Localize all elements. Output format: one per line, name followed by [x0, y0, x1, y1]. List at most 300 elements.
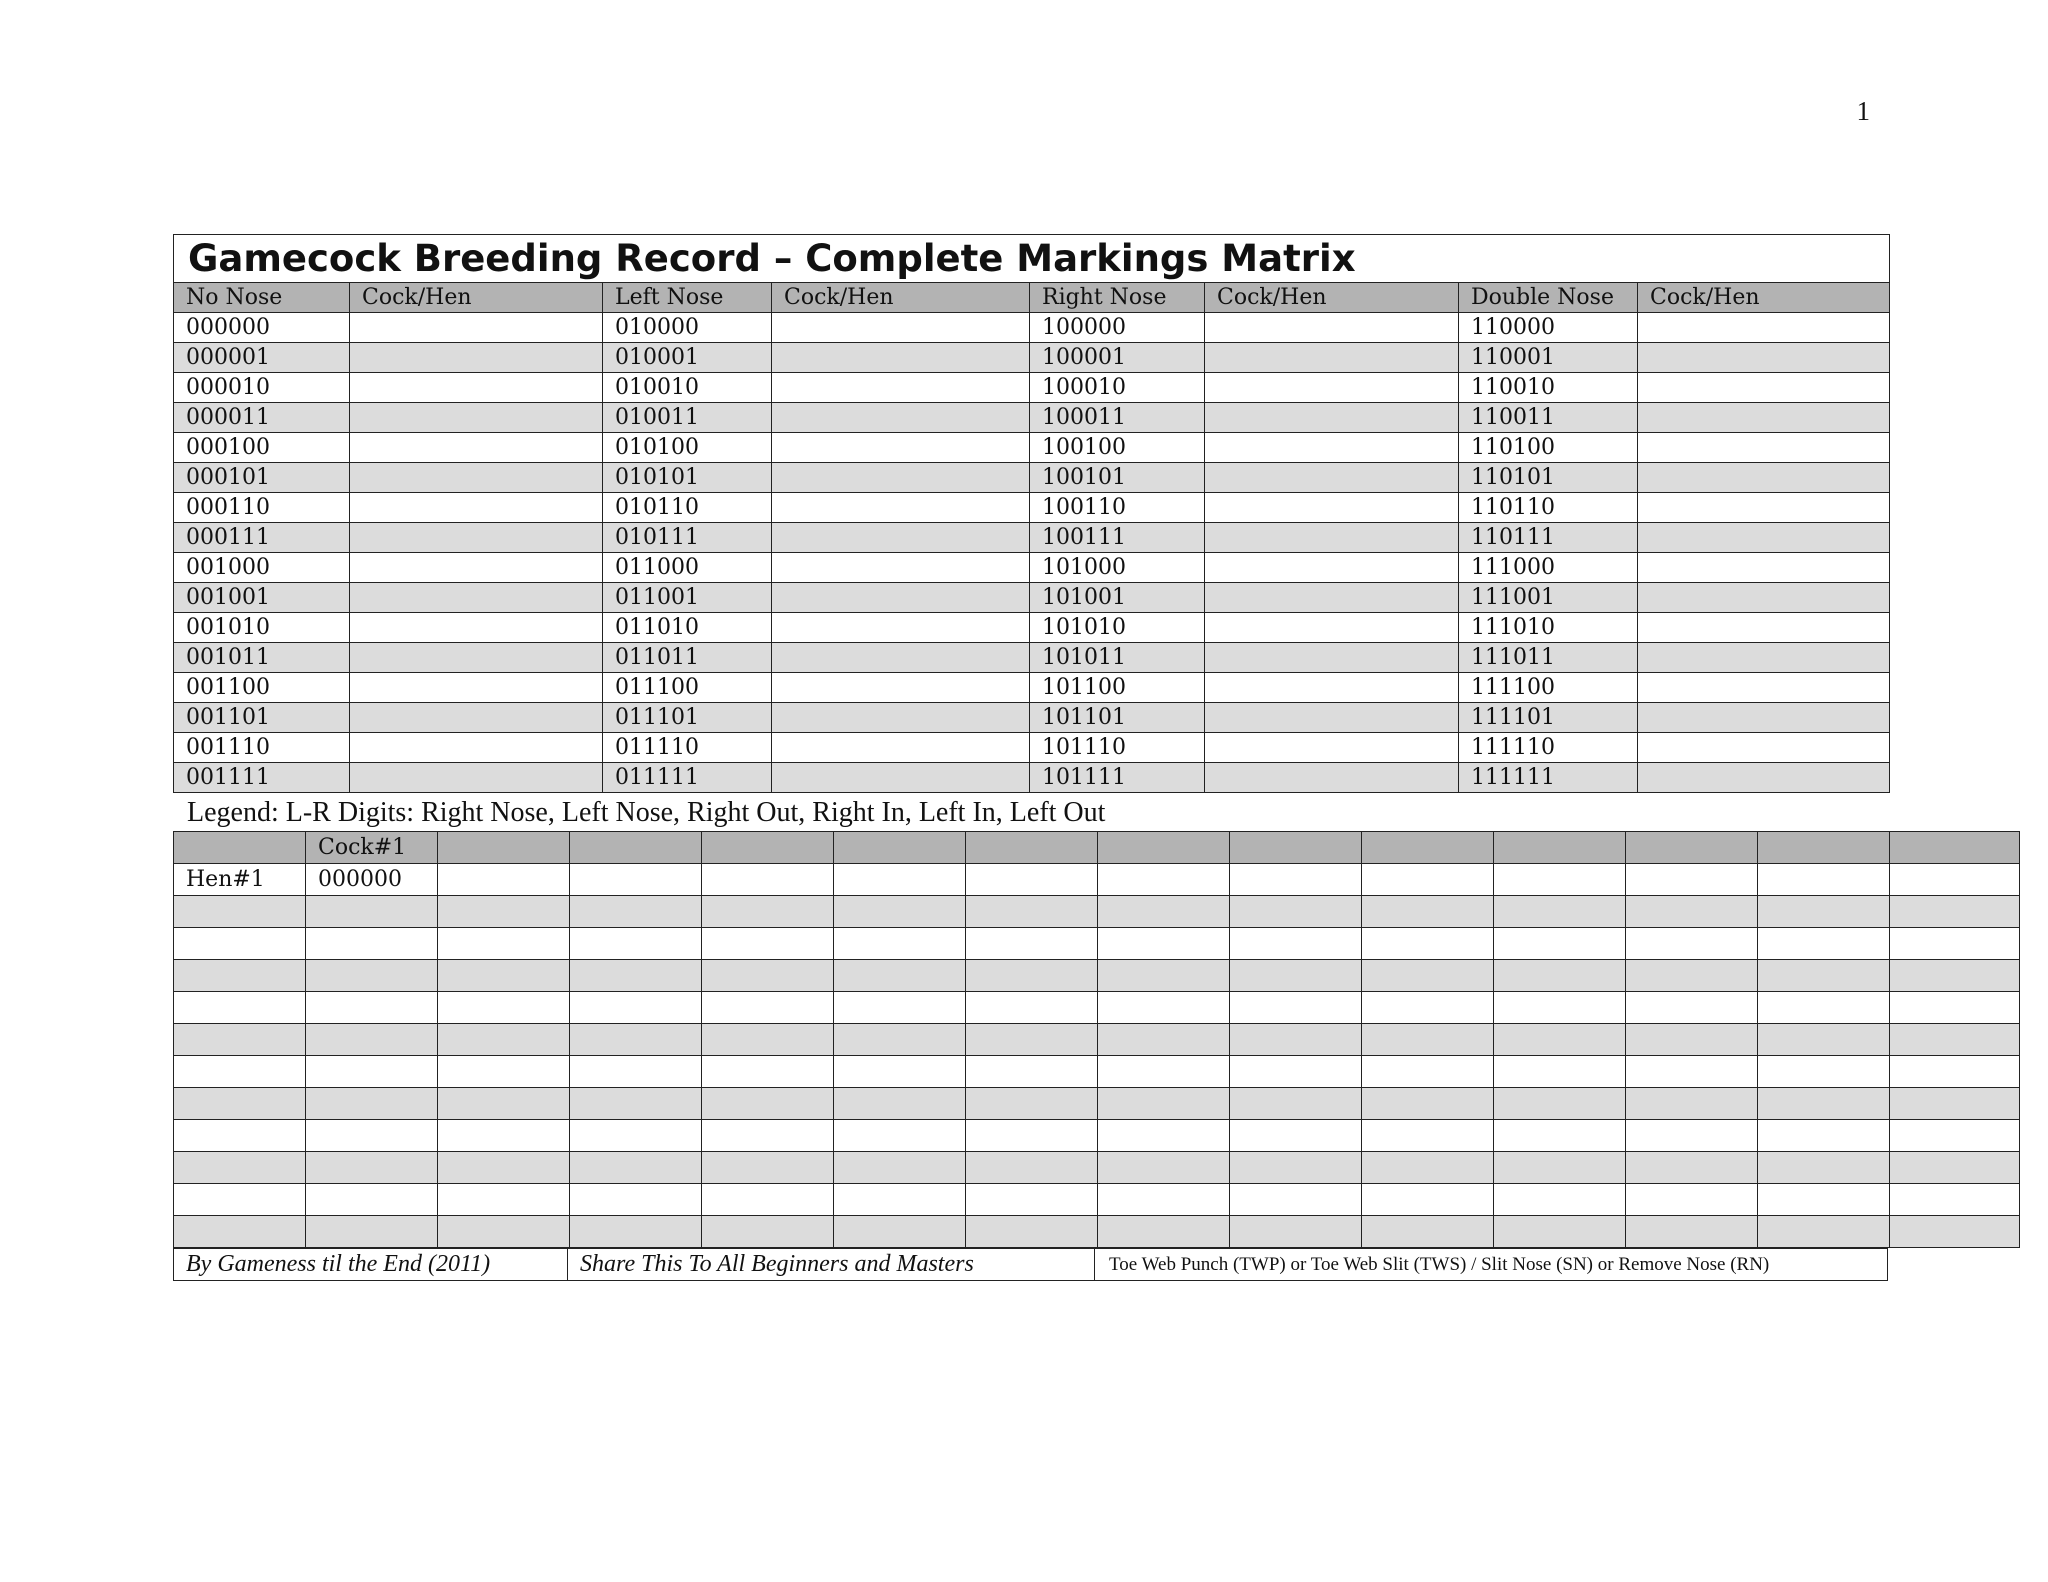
pairing-cell[interactable] — [1362, 960, 1494, 992]
cock-hen-entry-cell[interactable] — [1205, 403, 1459, 433]
pairing-cell[interactable] — [438, 992, 570, 1024]
pairing-cell[interactable] — [438, 896, 570, 928]
pairing-cell[interactable] — [1494, 960, 1626, 992]
pairing-cell[interactable] — [702, 896, 834, 928]
pairing-cell[interactable] — [1626, 1216, 1758, 1248]
marking-code-cell: 111001 — [1459, 583, 1638, 613]
cock-hen-entry-cell[interactable] — [1638, 583, 1890, 613]
pairing-cell[interactable] — [1758, 928, 1890, 960]
pairing-cell[interactable] — [834, 960, 966, 992]
pairing-cell[interactable] — [438, 1120, 570, 1152]
pairing-cell[interactable] — [1362, 1024, 1494, 1056]
pairing-cell[interactable] — [834, 992, 966, 1024]
pairing-cell[interactable] — [438, 960, 570, 992]
pairing-cell[interactable] — [1626, 1056, 1758, 1088]
cock-hen-entry-cell[interactable] — [350, 763, 603, 793]
pairing-cell[interactable] — [966, 1056, 1098, 1088]
pairing-cell[interactable] — [570, 928, 702, 960]
cock-hen-entry-cell[interactable] — [772, 643, 1030, 673]
pairing-cell[interactable] — [1230, 1152, 1362, 1184]
pairing-cell[interactable] — [1758, 1024, 1890, 1056]
pairing-row — [174, 832, 2020, 864]
marking-code-cell: 000000 — [174, 313, 350, 343]
pairing-cell[interactable] — [702, 928, 834, 960]
pairing-cell[interactable] — [966, 1152, 1098, 1184]
pairing-cell[interactable] — [1098, 1120, 1230, 1152]
pairing-cell[interactable] — [1098, 1184, 1230, 1216]
cock-hen-entry-cell[interactable] — [350, 433, 603, 463]
matrix-row — [174, 553, 1890, 583]
pairing-cell[interactable] — [438, 928, 570, 960]
pairing-cell[interactable] — [702, 960, 834, 992]
pairing-cell[interactable] — [306, 896, 438, 928]
matrix-row — [174, 763, 1890, 793]
pairing-cell — [1494, 832, 1626, 864]
pairing-cell[interactable] — [1494, 1216, 1626, 1248]
marking-code-cell: 111011 — [1459, 643, 1638, 673]
marking-code-cell: 001001 — [174, 583, 350, 613]
cock-hen-entry-cell[interactable] — [350, 703, 603, 733]
marking-code-cell: 010111 — [603, 523, 772, 553]
cock-hen-entry-cell[interactable] — [350, 403, 603, 433]
pairing-cell[interactable] — [1098, 928, 1230, 960]
marking-code-cell: 010001 — [603, 343, 772, 373]
marking-code-cell: 100000 — [1030, 313, 1205, 343]
pairing-cell[interactable] — [1758, 1088, 1890, 1120]
pairing-cell[interactable] — [1758, 992, 1890, 1024]
pairing-cell — [174, 832, 306, 864]
pairing-cell[interactable] — [834, 928, 966, 960]
matrix-body — [174, 313, 1890, 793]
pairing-cell[interactable] — [570, 1120, 702, 1152]
cock-hen-entry-cell[interactable] — [772, 343, 1030, 373]
pairing-cell[interactable] — [1626, 896, 1758, 928]
cock-hen-entry-cell[interactable] — [1638, 673, 1890, 703]
pairing-cell[interactable] — [1362, 928, 1494, 960]
pairing-cell[interactable] — [438, 1152, 570, 1184]
pairing-cell[interactable] — [306, 1216, 438, 1248]
marking-code-cell: 011010 — [603, 613, 772, 643]
marking-code-cell: 110001 — [1459, 343, 1638, 373]
pairing-cell[interactable] — [1626, 1184, 1758, 1216]
pairing-cell[interactable] — [1494, 1088, 1626, 1120]
pairing-cell[interactable] — [570, 960, 702, 992]
pairing-row — [174, 1088, 2020, 1120]
pairing-cell[interactable] — [834, 1088, 966, 1120]
pairing-row — [174, 1024, 2020, 1056]
pairing-cell[interactable] — [1362, 992, 1494, 1024]
pairing-cell[interactable] — [438, 1216, 570, 1248]
pairing-cell[interactable] — [1494, 1024, 1626, 1056]
marking-code-cell: 100101 — [1030, 463, 1205, 493]
pairing-cell[interactable] — [702, 1120, 834, 1152]
cock-hen-entry-cell[interactable] — [1638, 763, 1890, 793]
marking-code-cell: 010100 — [603, 433, 772, 463]
pairing-row — [174, 960, 2020, 992]
column-header: Left Nose — [603, 283, 772, 313]
pairing-cell[interactable] — [1362, 1120, 1494, 1152]
marking-code-cell: 100100 — [1030, 433, 1205, 463]
marking-code-cell: 001111 — [174, 763, 350, 793]
pairing-cell[interactable] — [1230, 1024, 1362, 1056]
cock-hen-entry-cell[interactable] — [350, 313, 603, 343]
pairing-cell[interactable] — [966, 960, 1098, 992]
matrix-row — [174, 493, 1890, 523]
cock-hen-entry-cell[interactable] — [1205, 643, 1459, 673]
pairing-cell[interactable] — [438, 1088, 570, 1120]
pairing-cell[interactable] — [306, 1184, 438, 1216]
column-header: Cock/Hen — [772, 283, 1030, 313]
pairing-cell[interactable] — [306, 1024, 438, 1056]
pairing-cell[interactable] — [1890, 1216, 2020, 1248]
pairing-cell[interactable] — [306, 1120, 438, 1152]
pairing-cell[interactable] — [1230, 1184, 1362, 1216]
cock-hen-entry-cell[interactable] — [772, 553, 1030, 583]
pairing-cell[interactable] — [702, 1152, 834, 1184]
pairing-cell[interactable] — [1758, 1120, 1890, 1152]
pairing-cell[interactable] — [1890, 992, 2020, 1024]
cock-hen-entry-cell[interactable] — [772, 673, 1030, 703]
cock-hen-entry-cell[interactable] — [1638, 493, 1890, 523]
pairing-cell[interactable] — [1362, 1184, 1494, 1216]
cock-hen-entry-cell[interactable] — [350, 463, 603, 493]
marking-code-cell: 011100 — [603, 673, 772, 703]
pairing-cell[interactable] — [834, 1120, 966, 1152]
pairing-cell[interactable] — [966, 928, 1098, 960]
pairing-cell[interactable] — [306, 992, 438, 1024]
matrix-header-row — [174, 283, 1890, 313]
pairing-cell[interactable] — [570, 1184, 702, 1216]
pairing-cell[interactable] — [570, 1152, 702, 1184]
pairing-cell[interactable] — [834, 896, 966, 928]
matrix-row — [174, 373, 1890, 403]
pairing-cell[interactable] — [1758, 960, 1890, 992]
pairing-cell[interactable] — [702, 1024, 834, 1056]
marking-code-cell: 100111 — [1030, 523, 1205, 553]
pairing-cell[interactable] — [1758, 1184, 1890, 1216]
pairing-cell[interactable] — [1098, 1152, 1230, 1184]
marking-code-cell: 110101 — [1459, 463, 1638, 493]
pairing-cell[interactable] — [1758, 1216, 1890, 1248]
pairing-cell[interactable] — [1362, 1056, 1494, 1088]
page-number: 1 — [1856, 96, 1870, 126]
pairing-row — [174, 928, 2020, 960]
pairing-cell[interactable] — [1626, 1120, 1758, 1152]
marking-code-cell: 100011 — [1030, 403, 1205, 433]
pairing-cell — [174, 1184, 306, 1216]
pairing-cell[interactable] — [1230, 960, 1362, 992]
pairing-row — [174, 1152, 2020, 1184]
pairing-cell[interactable] — [1890, 1056, 2020, 1088]
pairing-cell[interactable] — [1098, 1024, 1230, 1056]
marking-code-cell: 001011 — [174, 643, 350, 673]
cock-hen-entry-cell[interactable] — [1205, 493, 1459, 523]
marking-code-cell: 111010 — [1459, 613, 1638, 643]
cock-hen-entry-cell[interactable] — [1205, 733, 1459, 763]
pairing-cell[interactable] — [966, 896, 1098, 928]
marking-code-cell: 001110 — [174, 733, 350, 763]
cock-hen-entry-cell[interactable] — [772, 403, 1030, 433]
matrix-row — [174, 703, 1890, 733]
pairing-cell[interactable] — [1098, 864, 1230, 896]
cock-hen-entry-cell[interactable] — [772, 703, 1030, 733]
cock-hen-entry-cell[interactable] — [350, 673, 603, 703]
cock-hen-entry-cell[interactable] — [1205, 703, 1459, 733]
pairing-cell[interactable] — [570, 896, 702, 928]
pairing-cell[interactable] — [1494, 1056, 1626, 1088]
pairing-cell[interactable] — [834, 1024, 966, 1056]
cock-hen-entry-cell[interactable] — [1638, 313, 1890, 343]
pairing-cell[interactable] — [1758, 1152, 1890, 1184]
pairing-cell[interactable] — [570, 992, 702, 1024]
pairing-cell[interactable] — [966, 1184, 1098, 1216]
pairing-cell[interactable] — [1890, 1120, 2020, 1152]
pairing-cell[interactable]: 000000 — [306, 864, 438, 896]
pairing-row — [174, 1216, 2020, 1248]
pairing-cell[interactable] — [1758, 1056, 1890, 1088]
marking-code-cell: 001010 — [174, 613, 350, 643]
cock-hen-entry-cell[interactable] — [1638, 463, 1890, 493]
pairing-cell — [1230, 832, 1362, 864]
cock-hen-entry-cell[interactable] — [1638, 343, 1890, 373]
pairing-cell[interactable] — [1626, 1088, 1758, 1120]
marking-code-cell: 011011 — [603, 643, 772, 673]
pairing-cell: Hen#1 — [174, 864, 306, 896]
column-header: No Nose — [174, 283, 350, 313]
cock-hen-entry-cell[interactable] — [772, 373, 1030, 403]
marking-code-cell: 111110 — [1459, 733, 1638, 763]
pairing-cell[interactable] — [570, 1056, 702, 1088]
marking-code-cell: 110100 — [1459, 433, 1638, 463]
pairing-cell[interactable] — [1362, 896, 1494, 928]
marking-code-cell: 111101 — [1459, 703, 1638, 733]
pairing-cell[interactable] — [1890, 1024, 2020, 1056]
pairing-cell[interactable] — [1362, 1216, 1494, 1248]
pairing-cell[interactable] — [570, 864, 702, 896]
pairing-cell[interactable] — [1098, 1056, 1230, 1088]
cock-hen-entry-cell[interactable] — [1205, 613, 1459, 643]
pairing-cell[interactable] — [702, 992, 834, 1024]
pairing-cell[interactable] — [1758, 864, 1890, 896]
pairing-cell[interactable] — [1494, 896, 1626, 928]
pairing-cell[interactable] — [834, 1056, 966, 1088]
pairing-cell[interactable] — [966, 1088, 1098, 1120]
pairing-cell[interactable] — [1230, 1056, 1362, 1088]
pairing-cell[interactable] — [1494, 992, 1626, 1024]
pairing-cell[interactable] — [1890, 1152, 2020, 1184]
cock-hen-entry-cell[interactable] — [350, 583, 603, 613]
pairing-cell — [834, 832, 966, 864]
pairing-row — [174, 1056, 2020, 1088]
pairing-cell[interactable] — [834, 1184, 966, 1216]
cock-hen-entry-cell[interactable] — [772, 463, 1030, 493]
cock-hen-entry-cell[interactable] — [1205, 553, 1459, 583]
cock-hen-entry-cell[interactable] — [772, 733, 1030, 763]
cock-hen-entry-cell[interactable] — [1638, 433, 1890, 463]
pairing-cell[interactable] — [306, 1056, 438, 1088]
pairing-cell[interactable] — [1890, 1088, 2020, 1120]
cock-hen-entry-cell[interactable] — [1638, 703, 1890, 733]
cock-hen-entry-cell[interactable] — [1205, 343, 1459, 373]
cock-hen-entry-cell[interactable] — [1205, 673, 1459, 703]
marking-code-cell: 000101 — [174, 463, 350, 493]
pairing-cell[interactable] — [1494, 1152, 1626, 1184]
cock-hen-entry-cell[interactable] — [350, 373, 603, 403]
matrix-row — [174, 403, 1890, 433]
pairing-cell[interactable] — [1230, 992, 1362, 1024]
pairing-cell[interactable] — [1098, 1088, 1230, 1120]
pairing-cell[interactable] — [702, 864, 834, 896]
footer-row — [174, 1249, 1888, 1281]
cock-hen-entry-cell[interactable] — [772, 433, 1030, 463]
cock-hen-entry-cell[interactable] — [350, 553, 603, 583]
cock-hen-entry-cell[interactable] — [350, 343, 603, 373]
pairing-cell[interactable] — [1230, 864, 1362, 896]
cock-hen-entry-cell[interactable] — [1638, 553, 1890, 583]
pairing-cell[interactable] — [834, 1216, 966, 1248]
cock-hen-entry-cell[interactable] — [1205, 763, 1459, 793]
marking-code-cell: 011000 — [603, 553, 772, 583]
pairing-cell[interactable] — [1758, 896, 1890, 928]
marking-code-cell: 101101 — [1030, 703, 1205, 733]
cock-hen-entry-cell[interactable] — [1638, 523, 1890, 553]
pairing-cell[interactable] — [834, 864, 966, 896]
pairing-cell[interactable] — [438, 1184, 570, 1216]
footer-credit: By Gameness til the End (2011) — [174, 1249, 568, 1281]
cock-hen-entry-cell[interactable] — [1205, 523, 1459, 553]
column-header: Right Nose — [1030, 283, 1205, 313]
pairing-cell[interactable] — [1626, 992, 1758, 1024]
pairing-cell[interactable] — [1890, 1184, 2020, 1216]
pairing-cell[interactable] — [1230, 1120, 1362, 1152]
pairing-cell[interactable] — [1626, 864, 1758, 896]
marking-code-cell: 110011 — [1459, 403, 1638, 433]
pairing-cell[interactable] — [1230, 896, 1362, 928]
cock-hen-entry-cell[interactable] — [1638, 613, 1890, 643]
marking-code-cell: 100001 — [1030, 343, 1205, 373]
pairing-cell[interactable] — [1626, 928, 1758, 960]
pairing-cell[interactable] — [966, 1120, 1098, 1152]
pairing-cell[interactable] — [1626, 960, 1758, 992]
pairing-cell[interactable] — [966, 992, 1098, 1024]
pairing-cell[interactable] — [570, 1024, 702, 1056]
pairing-cell[interactable] — [966, 864, 1098, 896]
cock-hen-entry-cell[interactable] — [1638, 373, 1890, 403]
cock-hen-entry-cell[interactable] — [1205, 373, 1459, 403]
pairing-cell[interactable] — [1230, 928, 1362, 960]
pairing-cell[interactable] — [702, 1056, 834, 1088]
pairing-cell[interactable] — [1230, 1216, 1362, 1248]
marking-code-cell: 111111 — [1459, 763, 1638, 793]
pairing-cell[interactable] — [1098, 960, 1230, 992]
marking-code-cell: 010110 — [603, 493, 772, 523]
pairing-cell[interactable] — [1362, 864, 1494, 896]
pairing-cell[interactable] — [1494, 864, 1626, 896]
pairing-cell[interactable] — [1098, 1216, 1230, 1248]
pairing-cell[interactable] — [702, 1216, 834, 1248]
cock-hen-entry-cell[interactable] — [772, 583, 1030, 613]
column-header: Cock/Hen — [1205, 283, 1459, 313]
cock-hen-entry-cell[interactable] — [350, 613, 603, 643]
pairing-cell[interactable] — [834, 1152, 966, 1184]
cock-hen-entry-cell[interactable] — [1205, 313, 1459, 343]
marking-code-cell: 000111 — [174, 523, 350, 553]
pairing-cell[interactable] — [438, 1024, 570, 1056]
marking-code-cell: 100010 — [1030, 373, 1205, 403]
marking-code-cell: 000100 — [174, 433, 350, 463]
marking-code-cell: 011101 — [603, 703, 772, 733]
pairing-cell[interactable] — [1098, 896, 1230, 928]
pairing-cell[interactable] — [1494, 1184, 1626, 1216]
pairing-cell[interactable] — [1890, 928, 2020, 960]
pairing-cell[interactable] — [570, 1088, 702, 1120]
pairing-cell[interactable] — [1890, 960, 2020, 992]
pairing-cell[interactable] — [570, 1216, 702, 1248]
pairing-cell[interactable] — [1890, 864, 2020, 896]
pairing-cell[interactable] — [438, 1056, 570, 1088]
cock-hen-entry-cell[interactable] — [772, 493, 1030, 523]
pairing-cell[interactable] — [1626, 1152, 1758, 1184]
cock-hen-entry-cell[interactable] — [1205, 583, 1459, 613]
cock-hen-entry-cell[interactable] — [1638, 733, 1890, 763]
pairing-cell — [174, 928, 306, 960]
footer-share: Share This To All Beginners and Masters — [568, 1249, 1095, 1281]
pairing-cell[interactable] — [306, 928, 438, 960]
pairing-cell[interactable] — [306, 960, 438, 992]
marking-code-cell: 110111 — [1459, 523, 1638, 553]
pairing-cell[interactable] — [1890, 896, 2020, 928]
pairing-cell[interactable] — [306, 1088, 438, 1120]
pairing-cell[interactable] — [1362, 1152, 1494, 1184]
pairing-cell[interactable] — [966, 1024, 1098, 1056]
pairing-cell[interactable] — [1494, 1120, 1626, 1152]
marking-code-cell: 110000 — [1459, 313, 1638, 343]
pairing-cell[interactable] — [1626, 1024, 1758, 1056]
pairing-cell[interactable] — [1494, 928, 1626, 960]
cock-hen-entry-cell[interactable] — [1638, 643, 1890, 673]
pairing-row — [174, 992, 2020, 1024]
pairing-cell[interactable] — [1362, 1088, 1494, 1120]
pairing-cell — [174, 896, 306, 928]
cock-hen-entry-cell[interactable] — [1205, 433, 1459, 463]
cock-hen-entry-cell[interactable] — [772, 313, 1030, 343]
pairing-cell[interactable] — [438, 864, 570, 896]
marking-code-cell: 101000 — [1030, 553, 1205, 583]
pairing-cell[interactable] — [702, 1088, 834, 1120]
pairing-cell[interactable] — [306, 1152, 438, 1184]
matrix-row — [174, 343, 1890, 373]
pairing-cell[interactable] — [1230, 1088, 1362, 1120]
cock-hen-entry-cell[interactable] — [1205, 463, 1459, 493]
pairing-cell[interactable] — [966, 1216, 1098, 1248]
cock-hen-entry-cell[interactable] — [350, 643, 603, 673]
matrix-row — [174, 433, 1890, 463]
cock-hen-entry-cell[interactable] — [772, 613, 1030, 643]
marking-code-cell: 010011 — [603, 403, 772, 433]
pairing-cell[interactable] — [702, 1184, 834, 1216]
cock-hen-entry-cell[interactable] — [1638, 403, 1890, 433]
marking-code-cell: 101100 — [1030, 673, 1205, 703]
cock-hen-entry-cell[interactable] — [350, 523, 603, 553]
pairing-cell — [1758, 832, 1890, 864]
cock-hen-entry-cell[interactable] — [772, 763, 1030, 793]
cock-hen-entry-cell[interactable] — [350, 733, 603, 763]
pairing-row — [174, 1120, 2020, 1152]
cock-hen-entry-cell[interactable] — [350, 493, 603, 523]
matrix-row — [174, 583, 1890, 613]
pairing-cell[interactable] — [1098, 992, 1230, 1024]
cock-hen-entry-cell[interactable] — [772, 523, 1030, 553]
